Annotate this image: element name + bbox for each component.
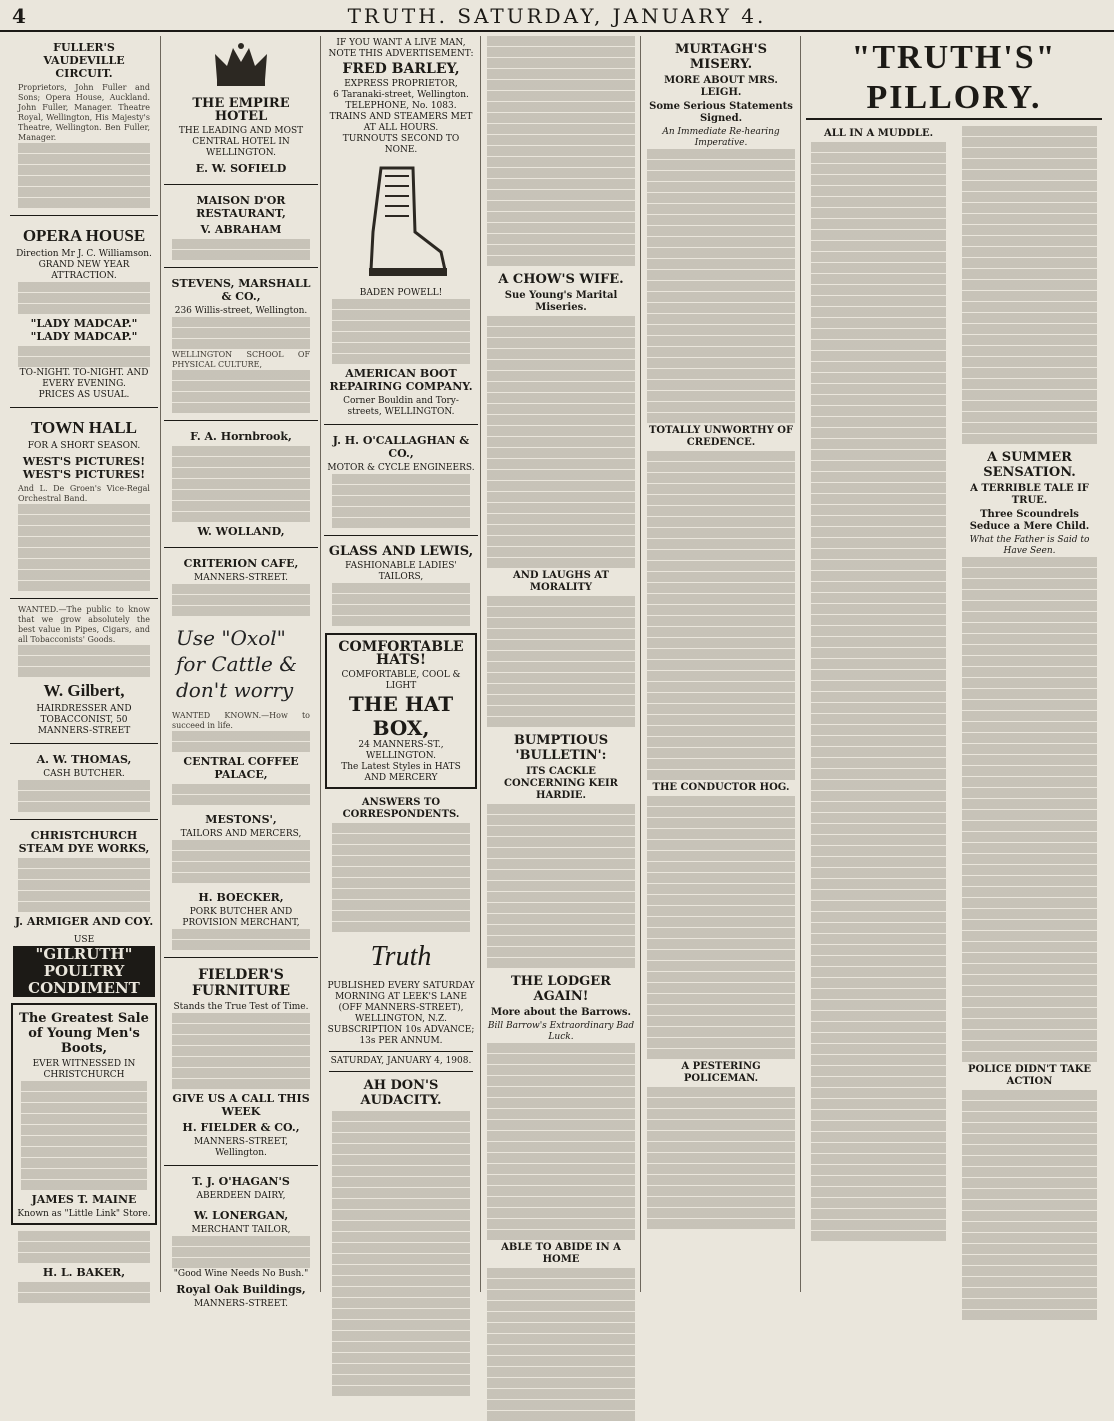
ohagan-sub: ABERDEEN DAIRY, [196, 1191, 286, 1201]
ohagan-title: T. J. O'HAGAN'S [192, 1175, 290, 1188]
stevens-sub: 236 Willis-street, Wellington. [174, 306, 308, 316]
immediate-sub: An Immediate Re-hearing Imperative. [662, 127, 780, 148]
hornbrook-ad [162, 425, 320, 543]
pestering-sub: A PESTERING POLICEMAN. [681, 1061, 761, 1084]
boots-filler [16, 1081, 152, 1190]
audacity-headline: AH DON'S AUDACITY. [360, 1078, 442, 1108]
divider [324, 535, 478, 536]
hornbrook-title: F. A. Hornbrook, [190, 430, 292, 443]
masthead-bar [0, 0, 1114, 32]
abraham-title: V. ABRAHAM [200, 223, 282, 236]
madcap-filler [13, 346, 155, 367]
use-label: USE [73, 935, 95, 945]
truth-logo: Truth [370, 941, 432, 972]
divider [10, 743, 158, 744]
thomas-title: A. W. THOMAS, [36, 753, 132, 766]
column-5 [642, 36, 801, 1292]
summer-headline: A SUMMER SENSATION. [983, 450, 1076, 480]
wanted-filler [13, 645, 155, 677]
boecker-ad [162, 886, 320, 953]
ocallaghan-title: J. H. O'CALLAGHAN & CO., [332, 434, 470, 460]
baker-ad [8, 1229, 160, 1306]
opera-grand: GRAND NEW YEAR ATTRACTION. [38, 260, 130, 281]
divider [10, 819, 158, 820]
column-3 [322, 36, 481, 1292]
baker-title: H. L. BAKER, [42, 1266, 126, 1279]
divider [329, 1071, 473, 1072]
divider [164, 957, 318, 958]
townhall-season: FOR A SHORT SEASON. [27, 441, 141, 451]
fuller-filler [13, 143, 155, 208]
giveus-title: GIVE US A CALL THIS WEEK [172, 1092, 310, 1118]
goodwine-line: "Good Wine Needs No Bush." [173, 1269, 309, 1279]
right-body [957, 126, 1102, 444]
latest-line: The Latest Styles in HATS AND MERCERY [341, 762, 461, 783]
fielders-ad [162, 962, 320, 1161]
chows-body [482, 316, 640, 568]
divider [10, 407, 158, 408]
criterion-sub: MANNERS-STREET. [194, 573, 288, 583]
townhall-ad [8, 412, 160, 594]
boots-sale-box [11, 1003, 157, 1225]
physical-text: WELLINGTON SCHOOL OF PHYSICAL CULTURE, [172, 350, 310, 369]
wanted-known-filler [167, 731, 315, 752]
answers-section [322, 793, 480, 935]
unconcerned-body [642, 451, 800, 780]
baker-filler-2 [13, 1282, 155, 1303]
pillory-banner: "TRUTH'S" PILLORY. [806, 38, 1102, 120]
page-title: TRUTH. SATURDAY, JANUARY 4. [347, 4, 767, 28]
page-number: 4 [12, 4, 26, 28]
mestons-sub: TAILORS AND MERCERS, [180, 829, 302, 839]
ocallaghan-ad [322, 429, 480, 531]
column-1 [8, 36, 161, 1292]
empire-sub: THE LEADING AND MOST CENTRAL HOTEL IN WELLINGTON. [178, 126, 304, 158]
unconcerned-sub: TOTALLY UNWORTHY OF CREDENCE. [648, 425, 794, 448]
stevens-ad [162, 272, 320, 416]
barley-tel: TELEPHONE, No. 1083. [345, 101, 457, 111]
prices-line: PRICES AS USUAL. [38, 390, 130, 400]
answers-title: ANSWERS TO CORRESPONDENTS. [342, 797, 460, 820]
lonergan-ad [162, 1204, 320, 1312]
lonergan-sub: MERCHANT TAILOR, [191, 1225, 291, 1235]
lonergan-filler [167, 1236, 315, 1268]
summer-body [957, 557, 1102, 1062]
column-6 [802, 36, 1106, 1292]
repairs-sub: Corner Bouldin and Tory-streets, WELLINGTON. [343, 396, 459, 417]
police-body [957, 1090, 1102, 1320]
boecker-sub: PORK BUTCHER AND PROVISION MERCHANT, [182, 907, 300, 928]
publisher-info [322, 979, 480, 1399]
boot-icon [351, 162, 451, 282]
mestons-title: MESTONS', [205, 813, 277, 826]
repairs-title: AMERICAN BOOT REPAIRING COMPANY. [329, 367, 473, 393]
empire-title: THE EMPIRE HOTEL [192, 96, 290, 124]
gilruth-ad [8, 933, 160, 999]
central-title: CENTRAL COFFEE PALACE, [183, 755, 299, 781]
live-line: IF YOU WANT A LIVE MAN, NOTE THIS ADVERTISEMENT: [328, 38, 474, 59]
glass-sub: FASHIONABLE LADIES' TAILORS, [345, 561, 457, 582]
boecker-filler [167, 929, 315, 950]
hatbox-box [325, 633, 477, 789]
lonergan-title: W. LONERGAN, [193, 1209, 289, 1222]
maine-title: JAMES T. MAINE [31, 1193, 137, 1206]
wanted-ad [8, 603, 160, 739]
muddle-sub: ALL IN A MUDDLE. [823, 128, 934, 139]
pestering-body [642, 1087, 800, 1229]
lodger-sub2: Bill Barrow's Extraordinary Bad Luck. [487, 1021, 635, 1042]
dye-ad [8, 824, 160, 933]
published-line: PUBLISHED EVERY SATURDAY MORNING AT LEEK'S LANE (OFF MANNERS-STREET), WELLINGTON, N.Z. SUBSCRIPTION 10s ADVANCE; 13s PER ANNUM. [327, 981, 475, 1046]
fielders-title: FIELDER'S FURNITURE [191, 967, 291, 999]
divider [329, 1051, 473, 1052]
dye-title: CHRISTCHURCH STEAM DYE WORKS, [18, 829, 150, 855]
madcap-title: "LADY MADCAP." "LADY MADCAP." [30, 317, 138, 343]
divider [324, 424, 478, 425]
maison-ad [162, 189, 320, 263]
conductor-sub: THE CONDUCTOR HOG. [652, 782, 790, 793]
maison-filler [167, 239, 315, 260]
murtagh-headline: MURTAGH'S MISERY. [674, 42, 768, 72]
trains-line: TRAINS AND STEAMERS MET AT ALL HOURS. [329, 112, 473, 133]
opera-filler [13, 282, 155, 314]
lodger-headline: THE LODGER AGAIN! [511, 974, 611, 1004]
fuller-ad [8, 36, 160, 211]
chows-headline: A CHOW'S WIFE. [498, 272, 624, 287]
pillory-columns [802, 126, 1106, 1321]
fuller-body: Proprietors, John Fuller and Sons; Opera House, Auckland. John Fuller, Manager. Theatre Royal, Wellington, His Majesty's Theatre, Wellington. Ben Fuller, Manager. [18, 83, 150, 142]
divider [164, 420, 318, 421]
barley-title: FRED BARLEY, [342, 61, 460, 77]
father-sub: What the Father is Said to Have Seen. [969, 535, 1090, 556]
fielder-sub: MANNERS-STREET, Wellington. [194, 1137, 288, 1158]
divider [10, 598, 158, 599]
royal-title: Royal Oak Buildings, [176, 1283, 306, 1296]
thomas-ad [8, 748, 160, 815]
mestons-filler [167, 840, 315, 883]
barley-sub: EXPRESS PROPRIETOR, [344, 79, 458, 89]
hornbrook-filler [167, 446, 315, 522]
barley-ad [322, 36, 480, 158]
crown-icon [211, 40, 271, 88]
mestons-ad [162, 808, 320, 886]
abide-body [482, 1268, 640, 1421]
column-4 [482, 36, 641, 1292]
summer-sub2: Three Scoundrels Seduce a Mere Child. [969, 509, 1090, 532]
ocallaghan-sub: MOTOR & CYCLE ENGINEERS. [327, 463, 475, 473]
fielder-title: H. FIELDER & CO., [182, 1121, 300, 1134]
criterion-filler [167, 584, 315, 616]
hats-sub: COMFORTABLE, COOL & LIGHT [341, 670, 461, 691]
divider [164, 1165, 318, 1166]
stevens-title: STEVENS, MARSHALL & CO., [171, 277, 311, 303]
barley-addr: 6 Taranaki-street, Wellington. [333, 90, 469, 100]
bumptious-headline: BUMPTIOUS 'BULLETIN': [513, 733, 609, 763]
townhall-title: TOWN HALL [31, 418, 137, 437]
bumptious-body [482, 804, 640, 968]
thomas-sub: CASH BUTCHER. [43, 769, 125, 779]
turnouts-line: TURNOUTS SECOND TO NONE. [342, 134, 460, 155]
glass-ad [322, 540, 480, 629]
pictures-body: And L. De Groen's Vice-Regal Orchestral Band. [18, 484, 150, 503]
divider [10, 215, 158, 216]
audacity-body [327, 1111, 475, 1396]
lodger-body [482, 1043, 640, 1240]
fielders-sub: Stands the True Test of Time. [173, 1002, 309, 1012]
hats-title: COMFORTABLE HATS! [338, 639, 464, 668]
criterion-title: CRITERION CAFE, [183, 557, 299, 570]
pillory-right [957, 126, 1102, 1321]
royal-sub: MANNERS-STREET. [194, 1299, 288, 1309]
empire-ad [162, 92, 320, 180]
column-2 [162, 36, 321, 1309]
laughs-sub: AND LAUGHS AT MORALITY [513, 570, 609, 593]
baden-ad [322, 286, 480, 420]
baker-filler [13, 1231, 155, 1263]
baden-filler [327, 299, 475, 364]
abide-sub: ABLE TO ABIDE IN A HOME [501, 1242, 621, 1265]
gilruth-title: "GILRUTH" POULTRY CONDIMENT [13, 946, 155, 997]
baden-title: BADEN POWELL! [359, 288, 443, 298]
opera-title: OPERA HOUSE [22, 226, 146, 245]
stevens-filler [167, 317, 315, 349]
divider [164, 184, 318, 185]
conductor-body [642, 796, 800, 1059]
boots-sub: EVER WITNESSED IN CHRISTCHURCH [32, 1059, 136, 1080]
police-sub: POLICE DIDN'T TAKE ACTION [967, 1064, 1092, 1087]
laughs-body [482, 596, 640, 727]
murtagh-body [642, 149, 800, 423]
murtagh-sub: MORE ABOUT MRS. LEIGH. [664, 75, 778, 98]
maison-title: MAISON D'OR RESTAURANT, [196, 194, 286, 220]
divider [164, 267, 318, 268]
opera-direction: Direction Mr J. C. Williamson. [16, 249, 152, 259]
pictures-filler [13, 504, 155, 591]
ohagan-ad [162, 1170, 320, 1204]
issue-date: SATURDAY, JANUARY 4, 1908. [330, 1056, 472, 1066]
tonight-line: TO-NIGHT. TO-NIGHT. AND EVERY EVENING. [19, 368, 149, 389]
armiger-title: J. ARMIGER AND COY. [14, 915, 154, 928]
wolland-title: W. WOLLAND, [197, 525, 285, 538]
wanted-known-text: WANTED KNOWN.—How to succeed in life. [172, 711, 310, 730]
serious-sub: Some Serious Statements Signed. [649, 101, 793, 124]
sofield-title: E. W. SOFIELD [195, 162, 287, 175]
summer-sub: A TERRIBLE TALE IF TRUE. [970, 483, 1089, 506]
physical-filler [167, 370, 315, 413]
wanted-text: WANTED.—The public to know that we grow absolutely the best value in Pipes, Cigars, and all Tobacconists' Goods. [18, 605, 150, 644]
article-filler [482, 36, 640, 266]
glass-title: GLASS AND LEWIS, [328, 544, 474, 559]
muddle-body [806, 142, 951, 1241]
gilbert-title: W. Gilbert, [43, 681, 125, 700]
boecker-title: H. BOECKER, [198, 891, 284, 904]
opera-ad [8, 220, 160, 403]
glass-filler [327, 583, 475, 626]
bumptious-sub: ITS CACKLE CONCERNING KEIR HARDIE. [504, 766, 618, 801]
hatbox-title: THE HAT BOX, [348, 692, 454, 740]
boots-title: The Greatest Sale of Young Men's Boots, [19, 1011, 149, 1056]
central-filler [167, 784, 315, 805]
handwritten-note: Use "Oxol" for Cattle & don't worry [176, 626, 298, 702]
hatbox-sub: 24 MANNERS-ST., WELLINGTON. [358, 740, 444, 761]
maine-sub: Known as "Little Link" Store. [17, 1209, 151, 1219]
divider [164, 547, 318, 548]
dye-filler [13, 858, 155, 912]
pillory-left [806, 126, 951, 1321]
fuller-title: FULLER'S VAUDEVILLE CIRCUIT. [43, 41, 125, 80]
ocallaghan-filler [327, 474, 475, 528]
lodger-sub: More about the Barrows. [491, 1007, 631, 1018]
chows-sub: Sue Young's Marital Miseries. [504, 290, 618, 313]
answers-filler [327, 823, 475, 932]
pictures-title: WEST'S PICTURES! WEST'S PICTURES! [22, 455, 146, 481]
fielders-filler [167, 1013, 315, 1089]
wanted-known-ad [162, 709, 320, 808]
gilbert-sub: HAIRDRESSER AND TOBACCONIST, 50 MANNERS-STREET [36, 704, 132, 736]
thomas-filler [13, 780, 155, 812]
criterion-ad [162, 552, 320, 619]
